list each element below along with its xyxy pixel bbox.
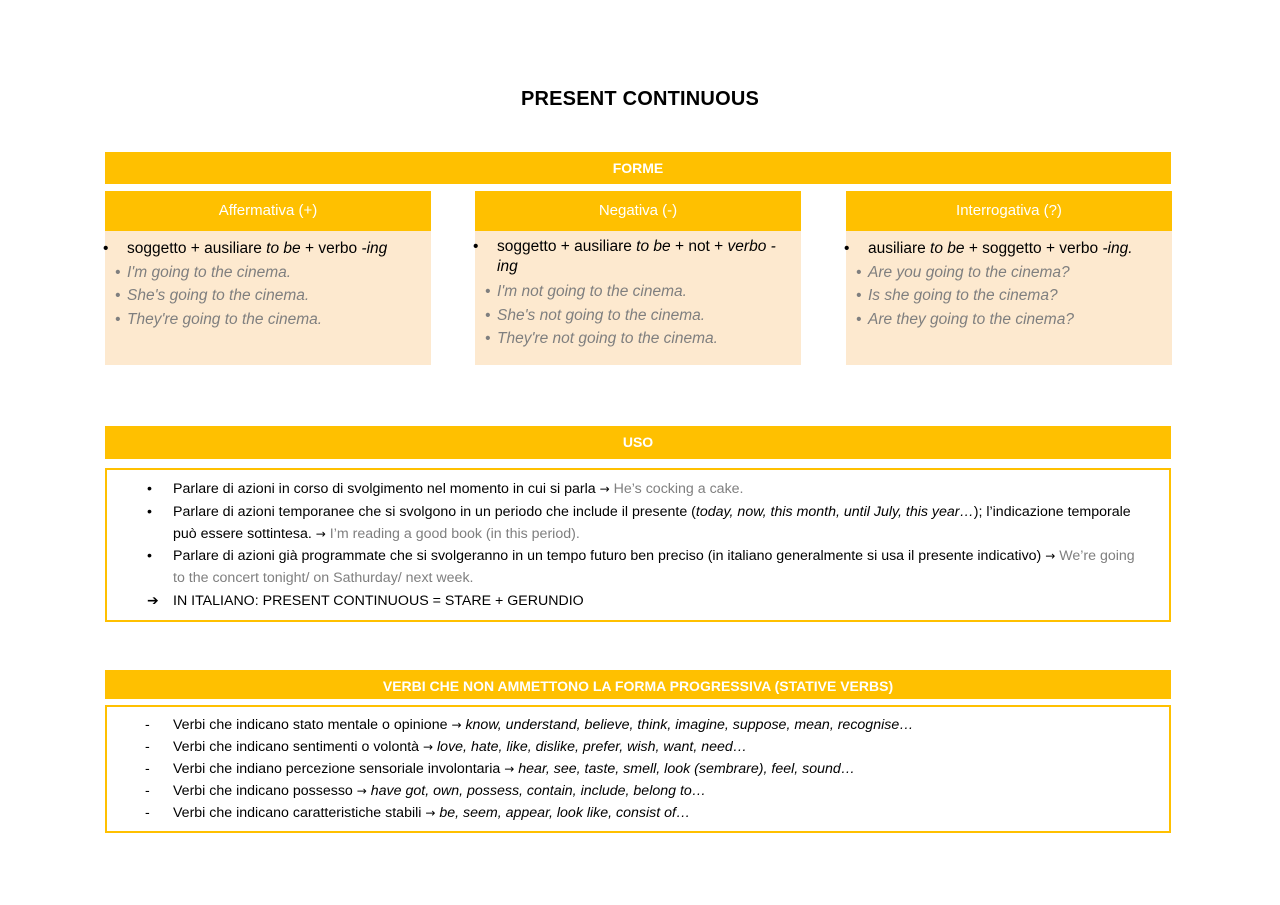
arrow-right-icon: → (423, 740, 434, 754)
arrow-right-icon: → (599, 482, 610, 496)
form-example: • She's not going to the cinema. (485, 306, 706, 324)
stative-box (105, 705, 1171, 833)
form-body (846, 231, 1172, 365)
arrow-right-icon: → (425, 806, 436, 820)
form-example: • I'm not going to the cinema. (485, 283, 687, 300)
form-column-interrogative (846, 191, 1172, 365)
stative-header: VERBI CHE NON AMMETTONO LA FORMA PROGRESSIVA (STATIVE VERBS) (105, 670, 1171, 699)
uso-header: USO (105, 426, 1171, 459)
list-item: • Parlare di azioni temporanee che si svolgono in un periodo che include il presente (today, now, this month, until July, this year…); l’indicazione temporale può essere sottintesa. → I’m reading a good book (in this period). (147, 501, 1139, 545)
form-example: • Are they going to the cinema? (856, 310, 1074, 328)
form-heading: Affermativa (+) (105, 191, 431, 231)
form-heading: Negativa (-) (475, 191, 801, 231)
list-item: - Verbi che indicano caratteristiche stabili → be, seem, appear, look like, consist of… (145, 805, 691, 821)
list-item: • Parlare di azioni già programmate che si svolgeranno in un tempo futuro ben preciso (in italiano generalmente si usa il presente indicativo) → We’re going to the concert tonight/ on Sathurday/ next week. (147, 545, 1139, 589)
page-title: PRESENT CONTINUOUS (520, 88, 760, 110)
form-column-affirmative (105, 191, 431, 365)
uso-box (105, 468, 1171, 622)
form-body (475, 231, 801, 365)
arrow-right-icon: → (315, 527, 326, 541)
arrow-right-icon: → (356, 784, 367, 798)
form-example: • They're going to the cinema. (115, 310, 323, 328)
form-example: • She's going to the cinema. (115, 287, 310, 304)
list-item: - Verbi che indicano stato mentale o opinione → know, understand, believe, think, imagine, suppose, mean, recognise… (145, 717, 914, 733)
arrow-right-icon: → (451, 718, 462, 732)
form-rule: • soggetto + ausiliare to be + not + verbo -ing (473, 238, 776, 275)
form-body (105, 231, 431, 365)
bullet: • (147, 504, 152, 520)
bullet: • (147, 548, 152, 564)
form-rule: • soggetto + ausiliare to be + verbo -ing (103, 240, 388, 257)
forme-header: FORME (105, 152, 1171, 184)
form-heading: Interrogativa (?) (846, 191, 1172, 231)
list-item: - Verbi che indicano possesso → have got, own, possess, contain, include, belong to… (145, 783, 706, 799)
form-column-negative (475, 191, 801, 365)
list-item: ➔ IN ITALIANO: PRESENT CONTINUOUS = STARE + GERUNDIO (147, 590, 1139, 612)
form-example: • I'm going to the cinema. (115, 263, 292, 281)
form-example: • They're not going to the cinema. (485, 330, 718, 347)
arrow-bold-icon: ➔ (147, 593, 159, 609)
list-item: - Verbi che indiano percezione sensoriale involontaria → hear, see, taste, smell, look (sembrare), feel, sound… (145, 761, 855, 777)
bullet: • (147, 481, 152, 497)
list-item: • Parlare di azioni in corso di svolgimento nel momento in cui si parla → He’s cocking a cake. (147, 478, 1139, 500)
arrow-right-icon: → (1045, 549, 1056, 563)
arrow-right-icon: → (504, 762, 515, 776)
form-rule: • ausiliare to be + soggetto + verbo -ing. (844, 240, 1133, 257)
form-example: • Are you going to the cinema? (856, 263, 1070, 281)
list-item: - Verbi che indicano sentimenti o volontà → love, hate, like, dislike, prefer, wish, want, need… (145, 739, 747, 755)
form-example: • Is she going to the cinema? (856, 287, 1058, 304)
